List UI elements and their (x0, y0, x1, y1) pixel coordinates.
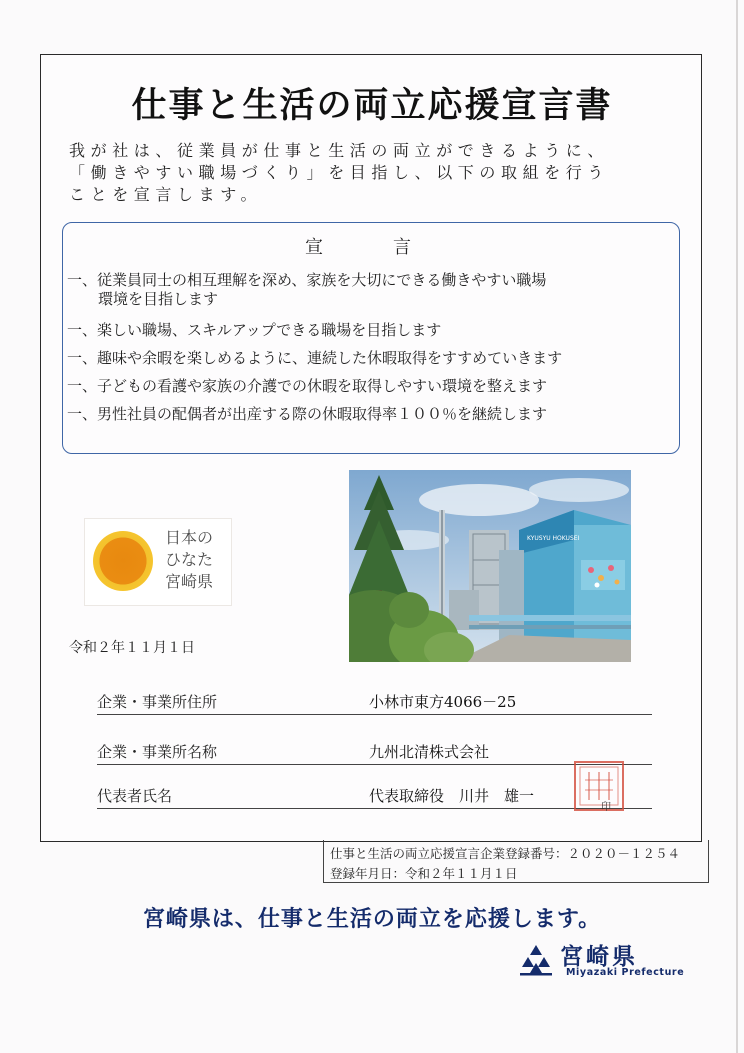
seal-char: 印 (601, 802, 611, 813)
factory-photo (349, 470, 631, 662)
logo-text-line: 宮崎県 (165, 572, 214, 591)
logo-text-line: ひなた (165, 550, 214, 569)
address-value: 小林市東方4066－25 (369, 693, 517, 711)
declaration-item-line: 一、男性社員の配偶者が出産する際の休暇取得率１００％を継続します (67, 405, 548, 423)
registration-box (323, 840, 709, 883)
prefecture-name-en: Miyazaki Prefecture (566, 967, 685, 978)
hinata-logo (84, 518, 232, 606)
footer-slogan: 宮崎県は、仕事と生活の両立を応援します。 (142, 906, 602, 932)
company-seal (571, 758, 627, 814)
logo-text (165, 527, 213, 593)
address-row (97, 694, 652, 715)
declaration-item (67, 377, 677, 396)
sun-icon (93, 531, 153, 591)
declaration-item-line: 一、趣味や余暇を楽しめるように、連続した休暇取得をすすめていきます (67, 349, 563, 367)
miyazaki-emblem-icon (518, 943, 554, 977)
building-sign: KYUSYU HOKUSEI (527, 535, 580, 542)
registration-date: 登録年月日：令和２年１１月１日 (330, 866, 518, 881)
declaration-item (67, 321, 677, 340)
intro-line-1: 我が社は、従業員が仕事と生活の両立ができるように、 (69, 141, 610, 160)
representative-label: 代表者氏名 (97, 787, 173, 805)
declaration-item-line: 環境を目指します (98, 290, 219, 308)
page-edge (736, 0, 738, 1053)
representative-value: 代表取締役 川井 雄一 (369, 787, 535, 805)
declaration-item-line: 一、楽しい職場、スキルアップできる職場を目指します (67, 321, 442, 339)
declaration-date: 令和２年１１月１日 (69, 640, 195, 656)
intro-line-2: 「働きやすい職場づくり」を目指し、以下の取組を行う (69, 163, 610, 182)
intro-text (69, 140, 689, 206)
declaration-item-line: 一、子どもの看護や家族の介護での休暇を取得しやすい環境を整えます (67, 377, 548, 395)
declaration-heading: 宣 言 (305, 237, 437, 258)
declaration-box (62, 222, 680, 454)
document-title: 仕事と生活の両立応援宣言書 (131, 85, 613, 126)
declaration-item-line: 一、従業員同士の相互理解を深め、家族を大切にできる働きやすい職場 (67, 271, 547, 289)
company-name-value: 九州北清株式会社 (369, 743, 490, 761)
declaration-item (67, 405, 677, 424)
declaration-item (67, 271, 677, 309)
representative-row (97, 788, 652, 809)
logo-text-line: 日本の (165, 528, 214, 547)
address-label: 企業・事業所住所 (97, 693, 218, 711)
intro-line-3: ことを宣言します。 (69, 185, 263, 204)
prefecture-name: 宮崎県 (560, 943, 638, 970)
registration-number: 仕事と生活の両立応援宣言企業登録番号：２０２０－１２５４ (330, 846, 681, 861)
declaration-item (67, 349, 677, 368)
company-name-row (97, 744, 652, 765)
company-name-label: 企業・事業所名称 (97, 743, 218, 761)
